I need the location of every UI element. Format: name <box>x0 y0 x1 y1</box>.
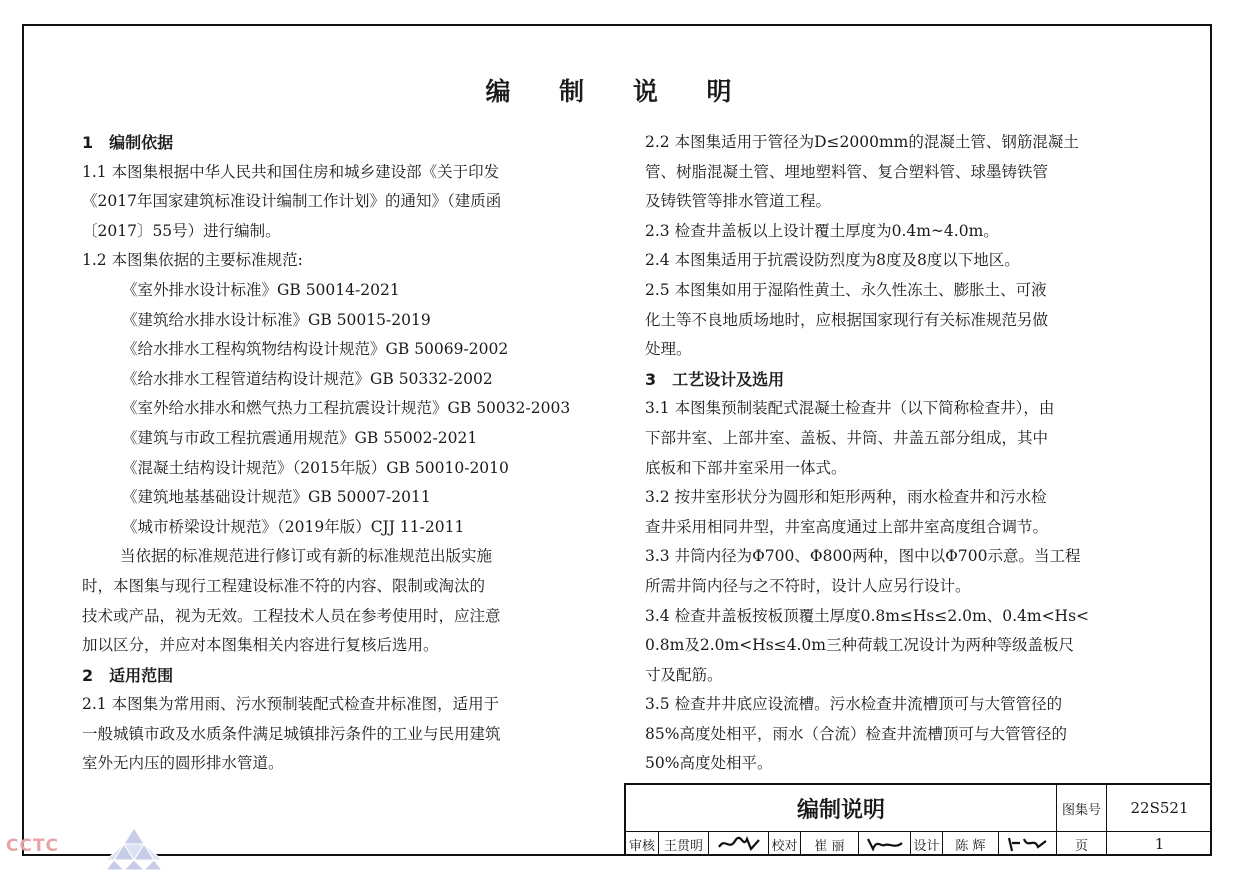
reviewer-signature <box>708 832 768 856</box>
text-line: 底板和下部井室采用一体式。 <box>645 458 847 477</box>
text-line: 2.1 本图集为常用雨、污水预制装配式检查井标准图，适用于 <box>82 695 500 714</box>
text-line: 所需井筒内径与之不符时，设计人应另行设计。 <box>645 576 971 595</box>
text-line: 及铸铁管等排水管道工程。 <box>645 192 832 211</box>
checker-signature-mark <box>865 835 905 853</box>
design-label: 设计 <box>910 832 942 856</box>
watermark-logo <box>6 832 166 872</box>
standard-reference: 《给水排水工程构筑物结构设计规范》GB 50069-2002 <box>122 340 509 359</box>
text-line: 管、树脂混凝土管、埋地塑料管、复合塑料管、球墨铸铁管 <box>645 162 1049 181</box>
text-line: 一般城镇市政及水质条件满足城镇排污条件的工业与民用建筑 <box>82 724 501 743</box>
left-column <box>82 128 602 779</box>
section-heading: 2 适用范围 <box>82 665 174 685</box>
text-line: 1.2 本图集依据的主要标准规范: <box>82 251 303 270</box>
designer-name: 陈 辉 <box>942 832 998 856</box>
text-line: 3.1 本图集预制装配式混凝土检查井（以下简称检查井），由 <box>645 399 1055 418</box>
text-line: 《2017年国家建筑标准设计编制工作计划》的通知》（建质函 <box>82 192 502 211</box>
text-line: 2.4 本图集适用于抗震设防烈度为8度及8度以下地区。 <box>645 251 1020 270</box>
text-line: 3.2 按井室形状分为圆形和矩形两种，雨水检查井和污水检 <box>645 488 1047 507</box>
designer-signature-mark <box>1006 835 1050 853</box>
text-line: 〔2017〕55号）进行编制。 <box>82 221 281 240</box>
checker-name: 崔 丽 <box>800 832 858 856</box>
text-line: 处理。 <box>645 340 692 359</box>
watermark-triangle-icon <box>106 826 162 870</box>
text-line: 3.5 检查井井底应设流槽。污水检查井流槽顶可与大管管径的 <box>645 695 1063 714</box>
text-line: 1.1 本图集根据中华人民共和国住房和城乡建设部《关于印发 <box>82 162 500 181</box>
text-line: 查井采用相同井型，井室高度通过上部井室高度组合调节。 <box>645 517 1049 536</box>
title-block <box>624 783 1212 856</box>
text-line: 寸及配筋。 <box>645 665 723 684</box>
page-label: 页 <box>1056 832 1106 856</box>
reviewer-name: 王贯明 <box>658 832 708 856</box>
review-label: 审核 <box>628 838 655 854</box>
standard-reference: 《室外排水设计标准》GB 50014-2021 <box>122 280 400 299</box>
document-title: 编 制 说 明 <box>485 77 752 106</box>
standard-reference: 《室外给水排水和燃气热力工程抗震设计规范》GB 50032-2003 <box>122 399 571 418</box>
standard-reference: 《建筑给水排水设计标准》GB 50015-2019 <box>122 310 431 329</box>
text-line: 下部井室、上部井室、盖板、井筒、井盖五部分组成，其中 <box>645 428 1049 447</box>
standard-reference: 《建筑地基基础设计规范》GB 50007-2011 <box>122 488 431 507</box>
title-block-bottom-row <box>626 832 1212 856</box>
page-number: 1 <box>1106 832 1212 856</box>
text-line: 2.5 本图集如用于湿陷性黄土、永久性冻土、膨胀土、可液 <box>645 280 1047 299</box>
standard-reference: 《建筑与市政工程抗震通用规范》GB 55002-2021 <box>122 428 478 447</box>
text-line: 室外无内压的圆形排水管道。 <box>82 754 284 773</box>
atlas-number: 22S521 <box>1106 785 1212 831</box>
text-line: 3.4 检查井盖板按板顶覆土厚度0.8m≤Hs≤2.0m、0.4m<Hs< <box>645 606 1090 625</box>
standard-reference: 《混凝土结构设计规范》（2015年版）GB 50010-2010 <box>122 458 509 477</box>
right-column <box>645 128 1160 779</box>
checker-signature <box>858 832 910 856</box>
section-heading: 1 编制依据 <box>82 133 174 152</box>
standard-reference: 《城市桥梁设计规范》（2019年版）CJJ 11-2011 <box>122 517 465 536</box>
watermark-text: CCTC <box>6 836 60 856</box>
text-line: 50%高度处相平。 <box>645 754 773 773</box>
text-line: 2.2 本图集适用于管径为D≤2000mm的混凝土管、钢筋混凝土 <box>645 133 1079 151</box>
text-line: 3.3 井筒内径为Φ700、Φ800两种，图中以Φ700示意。当工程 <box>645 547 1081 566</box>
standard-reference: 《给水排水工程管道结构设计规范》GB 50332-2002 <box>122 369 493 388</box>
text-line: 当依据的标准规范进行修订或有新的标准规范出版实施 <box>120 547 493 566</box>
text-line: 化土等不良地质场地时，应根据国家现行有关标准规范另做 <box>645 310 1049 329</box>
reviewer-signature-mark <box>717 835 761 853</box>
text-line: 时，本图集与现行工程建设标准不符的内容、限制或淘汰的 <box>82 576 486 595</box>
section-heading: 3 工艺设计及选用 <box>645 369 785 389</box>
sheet-title: 编制说明 <box>796 797 885 823</box>
text-line: 2.3 检查井盖板以上设计覆土厚度为0.4m~4.0m。 <box>645 221 999 240</box>
check-label: 校对 <box>768 832 800 856</box>
text-line: 技术或产品，视为无效。工程技术人员在参考使用时，应注意 <box>82 606 501 625</box>
designer-signature <box>998 832 1056 856</box>
atlas-label: 图集号 <box>1056 785 1106 831</box>
text-line: 85%高度处相平，雨水（合流）检查井流槽顶可与大管管径的 <box>645 724 1067 743</box>
title-block-top-row <box>626 785 1212 832</box>
text-line: 加以区分，并应对本图集相关内容进行复核后选用。 <box>82 636 439 655</box>
text-line: 0.8m及2.0m<Hs≤4.0m三种荷载工况设计为两种等级盖板尺 <box>645 636 1074 655</box>
